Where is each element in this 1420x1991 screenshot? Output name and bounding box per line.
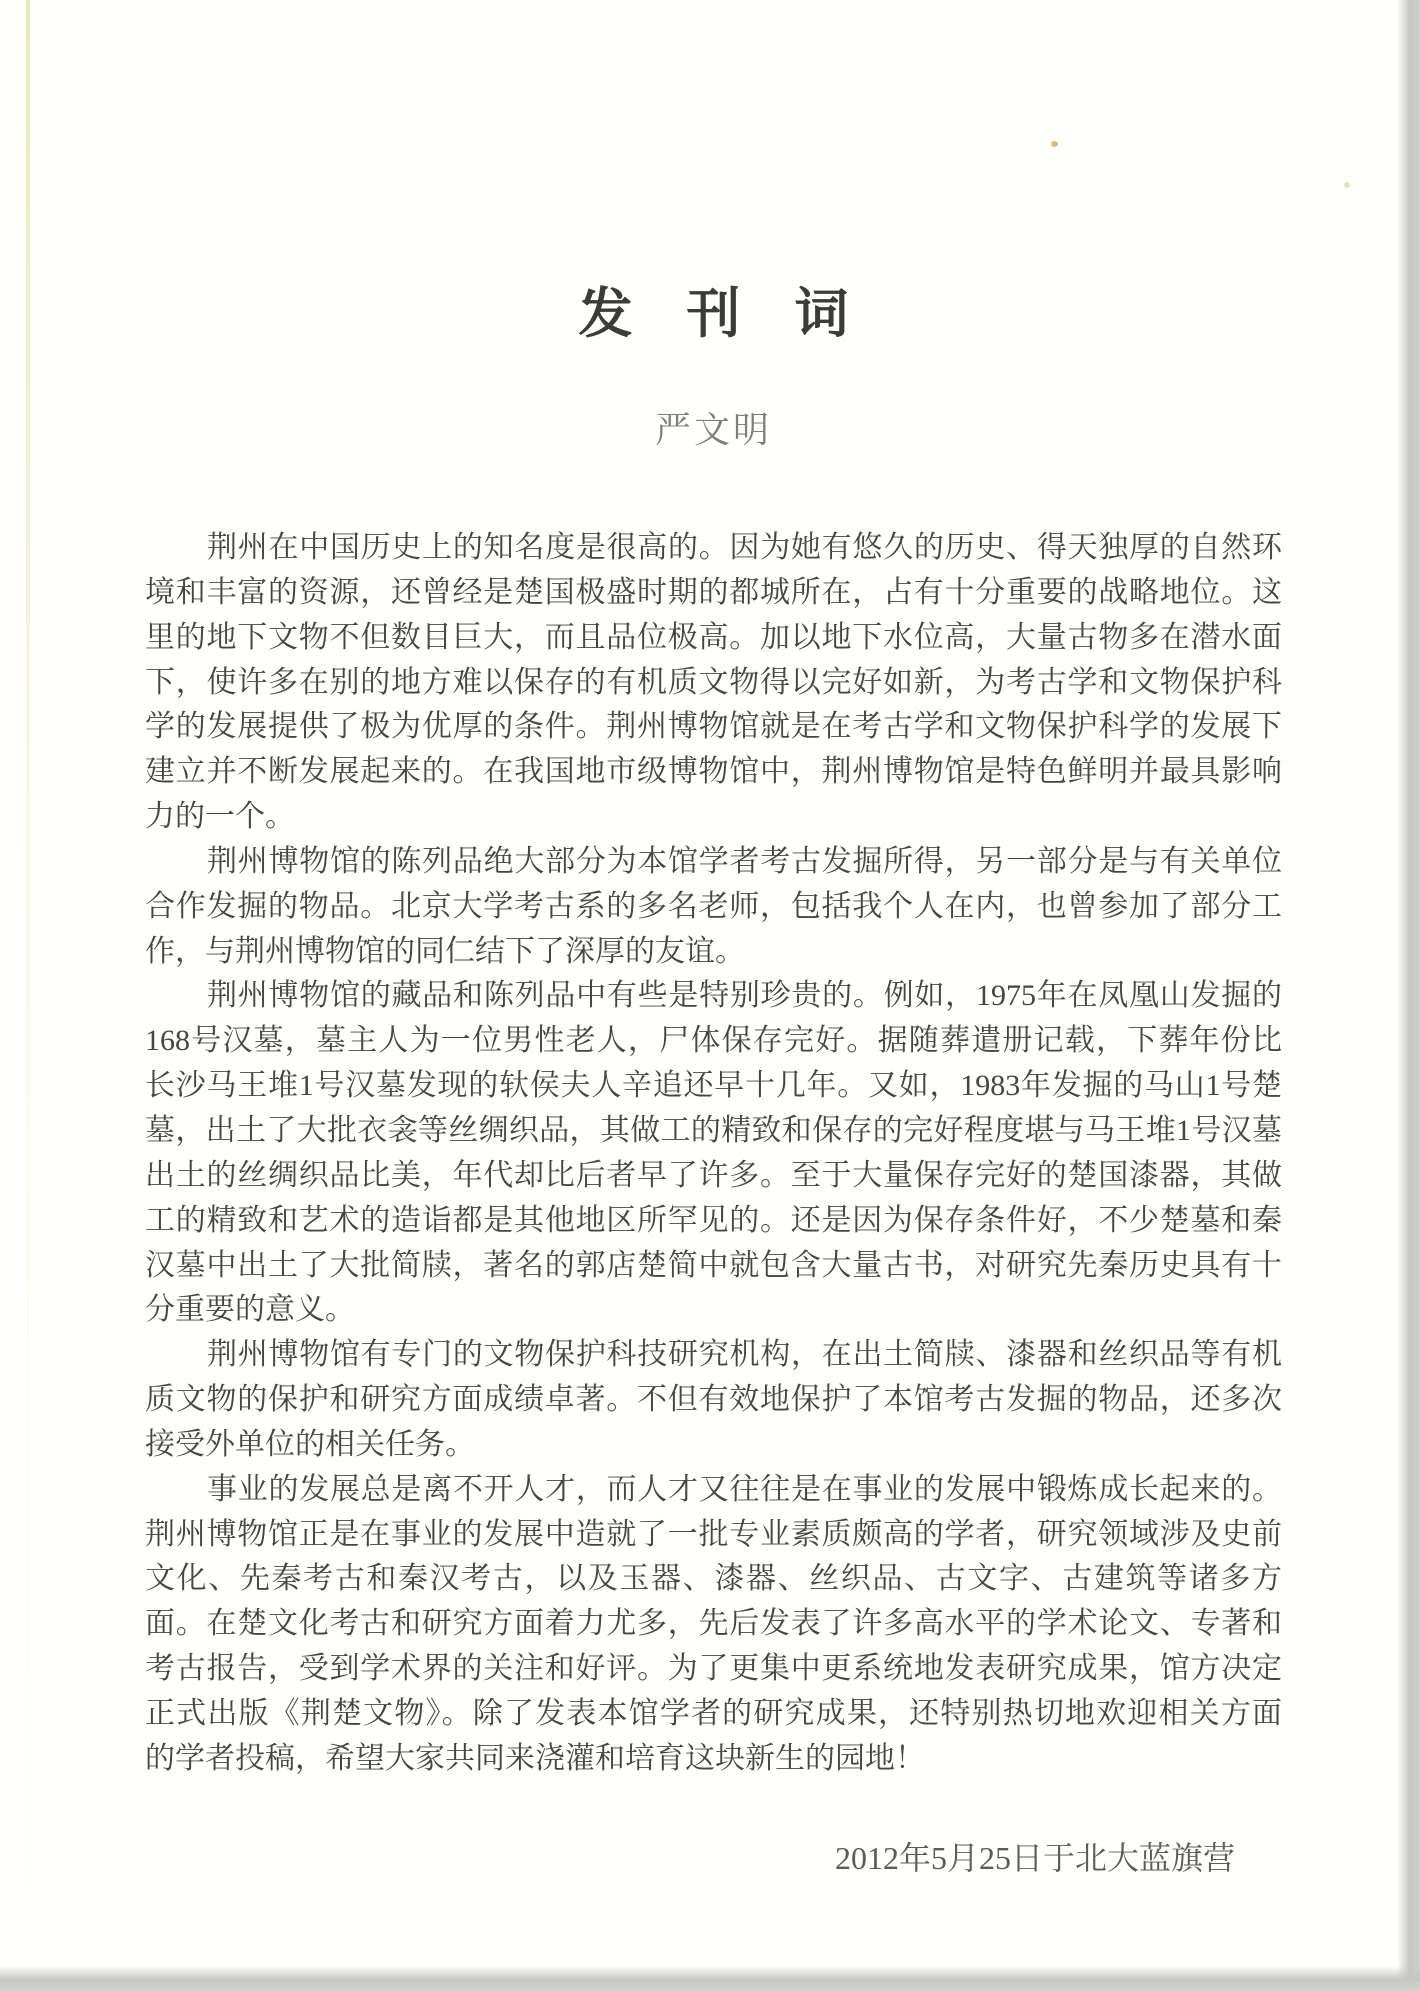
text-line: 作，与荆州博物馆的同仁结下了深厚的友谊。 — [145, 934, 745, 968]
text-line: 荆州博物馆的藏品和陈列品中有些是特别珍贵的。例如，1975年在凤凰山发掘的 — [207, 979, 1282, 1013]
scan-speck — [1051, 141, 1058, 147]
scan-edge-right — [1397, 0, 1420, 1991]
text-line: 分重要的意义。 — [145, 1293, 355, 1327]
text-line: 墓，出土了大批衣衾等丝绸织品，其做工的精致和保存的完好程度堪与马王堆1号汉墓 — [145, 1113, 1282, 1147]
text-line: 长沙马王堆1号汉墓发现的轪侯夫人辛追还早十几年。又如，1983年发掘的马山1号楚 — [145, 1069, 1282, 1103]
text-line: 出土的丝绸织品比美，年代却比后者早了许多。至于大量保存完好的楚国漆器，其做 — [145, 1158, 1282, 1192]
author-name: 严文明 — [654, 410, 772, 450]
text-line: 荆州博物馆有专门的文物保护科技研究机构，在出土简牍、漆器和丝织品等有机 — [207, 1338, 1282, 1372]
paragraph — [145, 526, 1282, 840]
text-line: 面。在楚文化考古和研究方面着力尤多，先后发表了许多高水平的学术论文、专著和 — [145, 1607, 1282, 1641]
scan-edge-bottom — [0, 1966, 1420, 1991]
text-line: 质文物的保护和研究方面成绩卓著。不但有效地保护了本馆考古发掘的物品，还多次 — [145, 1383, 1282, 1417]
text-line: 荆州在中国历史上的知名度是很高的。因为她有悠久的历史、得天独厚的自然环 — [207, 531, 1282, 564]
text-line: 汉墓中出土了大批简牍，著名的郭店楚简中就包含大量古书，对研究先秦历史具有十 — [145, 1248, 1282, 1282]
text-line: 荆州博物馆的陈列品绝大部分为本馆学者考古发掘所得，另一部分是与有关单位 — [207, 844, 1282, 878]
text-line: 168号汉墓，墓主人为一位男性老人，尸体保存完好。据随葬遣册记载，下葬年份比 — [145, 1024, 1282, 1058]
paragraph — [145, 1468, 1282, 1782]
text-line: 建立并不断发展起来的。在我国地市级博物馆中，荆州博物馆是特色鲜明并最具影响 — [145, 755, 1282, 789]
paragraph — [145, 1333, 1282, 1468]
text-line: 正式出版《荆楚文物》。除了发表本馆学者的研究成果，还特别热切地欢迎相关方面 — [145, 1696, 1282, 1730]
text-line: 境和丰富的资源，还曾经是楚国极盛时期的都城所在，占有十分重要的战略地位。这 — [145, 575, 1282, 609]
scan-speck-faint — [1344, 182, 1350, 188]
text-line: 文化、先秦考古和秦汉考古，以及玉器、漆器、丝织品、古文字、古建筑等诸多方 — [145, 1562, 1282, 1596]
text-line: 接受外单位的相关任务。 — [145, 1427, 475, 1461]
page-binding-crease — [26, 0, 30, 1991]
text-line: 里的地下文物不但数目巨大，而且品位极高。加以地下水位高，大量古物多在潜水面 — [145, 620, 1282, 654]
paragraph — [145, 840, 1282, 975]
text-line: 学的发展提供了极为优厚的条件。荆州博物馆就是在考古学和文物保护科学的发展下 — [145, 710, 1282, 744]
document-body — [145, 526, 1282, 1782]
text-line: 工的精致和艺术的造诣都是其他地区所罕见的。还是因为保存条件好，不少楚墓和秦 — [145, 1203, 1282, 1237]
text-line: 事业的发展总是离不开人才，而人才又往往是在事业的发展中锻炼成长起来的。 — [207, 1472, 1282, 1506]
text-line: 荆州博物馆正是在事业的发展中造就了一批专业素质颇高的学者，研究领域涉及史前 — [145, 1517, 1282, 1551]
paragraph — [145, 974, 1282, 1333]
text-line: 合作发掘的物品。北京大学考古系的多名老师，包括我个人在内，也曾参加了部分工 — [145, 889, 1282, 923]
text-line: 的学者投稿，希望大家共同来浇灌和培育这块新生的园地！ — [145, 1741, 925, 1775]
page-title: 发 刊 词 — [578, 284, 849, 344]
dateline: 2012年5月25日于北大蓝旗营 — [834, 1840, 1235, 1876]
text-line: 考古报告，受到学术界的关注和好评。为了更集中更系统地发表研究成果，馆方决定 — [145, 1652, 1282, 1686]
text-line: 力的一个。 — [145, 800, 295, 834]
text-line: 下，使许多在别的地方难以保存的有机质文物得以完好如新，为考古学和文物保护科 — [145, 665, 1282, 699]
